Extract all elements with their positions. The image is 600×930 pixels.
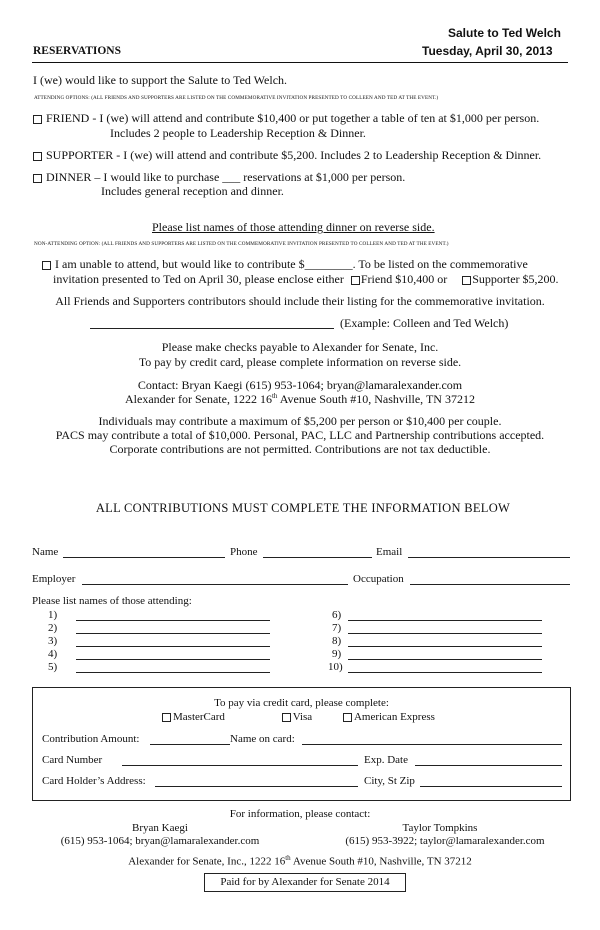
supporter-checkbox[interactable] bbox=[33, 152, 42, 161]
attendee-input[interactable] bbox=[76, 620, 270, 621]
option-dinner[interactable] bbox=[33, 170, 405, 185]
amex-checkbox[interactable] bbox=[343, 713, 352, 722]
attendee-num: 2) bbox=[48, 622, 58, 634]
intro-text: I (we) would like to support the Salute to Ted Welch. bbox=[33, 73, 288, 87]
dinner-text: DINNER – I would like to purchase ___ reservations at $1,000 per person. bbox=[46, 170, 406, 184]
attendee-num: 5) bbox=[48, 661, 58, 673]
list-names-note: Please list names of those attending dinner on reverse side. bbox=[152, 220, 435, 234]
attendee-input[interactable] bbox=[348, 633, 542, 634]
dinner-detail: Includes general reception and dinner. bbox=[101, 184, 284, 198]
attendee-input[interactable] bbox=[76, 646, 270, 647]
visa-label: Visa bbox=[292, 711, 313, 723]
card-number-label: Card Number bbox=[42, 754, 103, 766]
friend-detail: Includes 2 people to Leadership Reception & Dinner. bbox=[110, 126, 366, 140]
person2-name: Taylor Tompkins bbox=[402, 822, 478, 834]
section-title: RESERVATIONS bbox=[33, 45, 122, 57]
exp-date-label: Exp. Date bbox=[364, 754, 408, 766]
contact-line2 bbox=[30, 392, 570, 407]
card-type-row bbox=[162, 711, 435, 723]
footer-address bbox=[30, 854, 570, 868]
contact-line2-b: Avenue South #10, Nashville, TN 37212 bbox=[277, 392, 475, 406]
employer-label: Employer bbox=[32, 573, 76, 585]
attendee-num: 1) bbox=[48, 609, 58, 621]
phone-label: Phone bbox=[230, 546, 258, 558]
attendee-input[interactable] bbox=[76, 672, 270, 673]
checks-line1: Please make checks payable to Alexander for Senate, Inc. bbox=[161, 340, 439, 354]
friend-checkbox[interactable] bbox=[33, 115, 42, 124]
holder-address-label: Card Holder’s Address: bbox=[42, 775, 146, 787]
non-attending-text: I am unable to attend, but would like to contribute $________. To be listed on the commemorative bbox=[55, 257, 528, 271]
person1-contact: (615) 953-1064; bryan@lamaralexander.com bbox=[60, 835, 260, 847]
city-st-zip-input[interactable] bbox=[420, 786, 562, 787]
footer-address-b: Avenue South #10, Nashville, TN 37212 bbox=[290, 855, 472, 868]
city-st-zip-label: City, St Zip bbox=[364, 775, 415, 787]
footer-address-a: Alexander for Senate, Inc., 1222 16 bbox=[128, 855, 286, 868]
listing-note: All Friends and Supporters contributors should include their listing for the commemorative invitation. bbox=[55, 294, 545, 308]
non-attending-checkbox[interactable] bbox=[42, 261, 51, 270]
visa-checkbox[interactable] bbox=[282, 713, 291, 722]
event-date: Tuesday, April 30, 2013 bbox=[422, 44, 553, 58]
attendee-num: 8) bbox=[332, 635, 342, 647]
name-input[interactable] bbox=[63, 557, 225, 558]
attendee-num: 6) bbox=[332, 609, 342, 621]
attendee-input[interactable] bbox=[348, 620, 542, 621]
email-input[interactable] bbox=[408, 557, 570, 558]
nonattend-friend-checkbox[interactable] bbox=[351, 276, 360, 285]
person2-contact: (615) 953-3922; taylor@lamaralexander.com bbox=[345, 835, 545, 847]
phone-input[interactable] bbox=[263, 557, 372, 558]
non-attending-line2 bbox=[53, 272, 559, 287]
person1-name: Bryan Kaegi bbox=[132, 822, 188, 834]
option-non-attending[interactable] bbox=[42, 257, 528, 272]
attendee-input[interactable] bbox=[76, 659, 270, 660]
footer-address-sup: th bbox=[285, 854, 291, 862]
occupation-label: Occupation bbox=[353, 573, 404, 585]
contact-line2-sup: th bbox=[271, 392, 278, 400]
attending-note: ATTENDING OPTIONS: (ALL FRIENDS AND SUPPORTERS ARE LISTED ON THE COMMEMORATIVE INVITATION PRESENTED TO COLLEEN AND TED AT THE EVENT.) bbox=[34, 95, 439, 101]
amex-label: American Express bbox=[353, 711, 435, 723]
contact-line2-a: Alexander for Senate, 1222 16 bbox=[125, 392, 272, 406]
limits-line2: PACS may contribute a total of $10,000. Personal, PAC, LLC and Partnership contributions accepted. bbox=[55, 428, 545, 442]
non-attending-line2-text: invitation presented to Ted on April 30, please enclose either bbox=[53, 272, 344, 286]
mastercard-checkbox[interactable] bbox=[162, 713, 171, 722]
all-contributions-heading: ALL CONTRIBUTIONS MUST COMPLETE THE INFORMATION BELOW bbox=[95, 501, 511, 515]
mastercard-label: MasterCard bbox=[173, 711, 225, 723]
listing-input[interactable] bbox=[90, 328, 334, 329]
holder-address-input[interactable] bbox=[155, 786, 358, 787]
attendee-num: 4) bbox=[48, 648, 58, 660]
attendee-num: 9) bbox=[332, 648, 342, 660]
amount-label: Contribution Amount: bbox=[42, 733, 140, 745]
list-attending-label: Please list names of those attending: bbox=[32, 595, 192, 607]
event-title: Salute to Ted Welch bbox=[448, 26, 561, 40]
name-label: Name bbox=[32, 546, 59, 558]
nonattend-supporter-checkbox[interactable] bbox=[462, 276, 471, 285]
exp-date-input[interactable] bbox=[415, 765, 562, 766]
attendee-input[interactable] bbox=[76, 633, 270, 634]
attendee-input[interactable] bbox=[348, 659, 542, 660]
attendee-num: 7) bbox=[332, 622, 342, 634]
option-supporter[interactable] bbox=[33, 148, 541, 163]
attendee-input[interactable] bbox=[348, 646, 542, 647]
friend-text: FRIEND - I (we) will attend and contribute $10,400 or put together a table of ten at $1,000 per person. bbox=[46, 111, 540, 125]
credit-title: To pay via credit card, please complete: bbox=[214, 697, 389, 709]
limits-line1: Individuals may contribute a maximum of $5,200 per person or $10,400 per couple. bbox=[98, 414, 502, 428]
occupation-input[interactable] bbox=[410, 584, 570, 585]
supporter-text: SUPPORTER - I (we) will attend and contribute $5,200. Includes 2 to Leadership Reception & Dinner. bbox=[46, 148, 542, 162]
dinner-checkbox[interactable] bbox=[33, 174, 42, 183]
example-text: (Example: Colleen and Ted Welch) bbox=[340, 316, 509, 330]
attendee-input[interactable] bbox=[348, 672, 542, 673]
name-on-card-input[interactable] bbox=[302, 744, 562, 745]
attendee-num: 10) bbox=[328, 661, 343, 673]
option-friend[interactable] bbox=[33, 111, 539, 126]
employer-input[interactable] bbox=[82, 584, 348, 585]
limits-line3: Corporate contributions are not permitted. Contributions are not tax deductible. bbox=[109, 442, 491, 456]
header-rule bbox=[32, 62, 568, 63]
checks-line2: To pay by credit card, please complete information on reverse side. bbox=[138, 355, 462, 369]
contact-line1: Contact: Bryan Kaegi (615) 953-1064; bryan@lamaralexander.com bbox=[137, 378, 463, 392]
nonattend-supporter-label: Supporter $5,200. bbox=[472, 272, 559, 286]
paid-for-box: Paid for by Alexander for Senate 2014 bbox=[204, 873, 406, 892]
card-number-input[interactable] bbox=[122, 765, 358, 766]
attendee-num: 3) bbox=[48, 635, 58, 647]
footer-info: For information, please contact: bbox=[229, 808, 371, 820]
non-attending-note: NON-ATTENDING OPTION: (ALL FRIENDS AND SUPPORTERS ARE LISTED ON THE COMMEMORATIVE INVITATION PRESENTED TO COLLEEN AND TED AT THE EVENT.) bbox=[34, 241, 449, 247]
name-on-card-label: Name on card: bbox=[230, 733, 295, 745]
nonattend-friend-label: Friend $10,400 or bbox=[360, 272, 448, 286]
email-label: Email bbox=[376, 546, 403, 558]
amount-input[interactable] bbox=[150, 744, 230, 745]
